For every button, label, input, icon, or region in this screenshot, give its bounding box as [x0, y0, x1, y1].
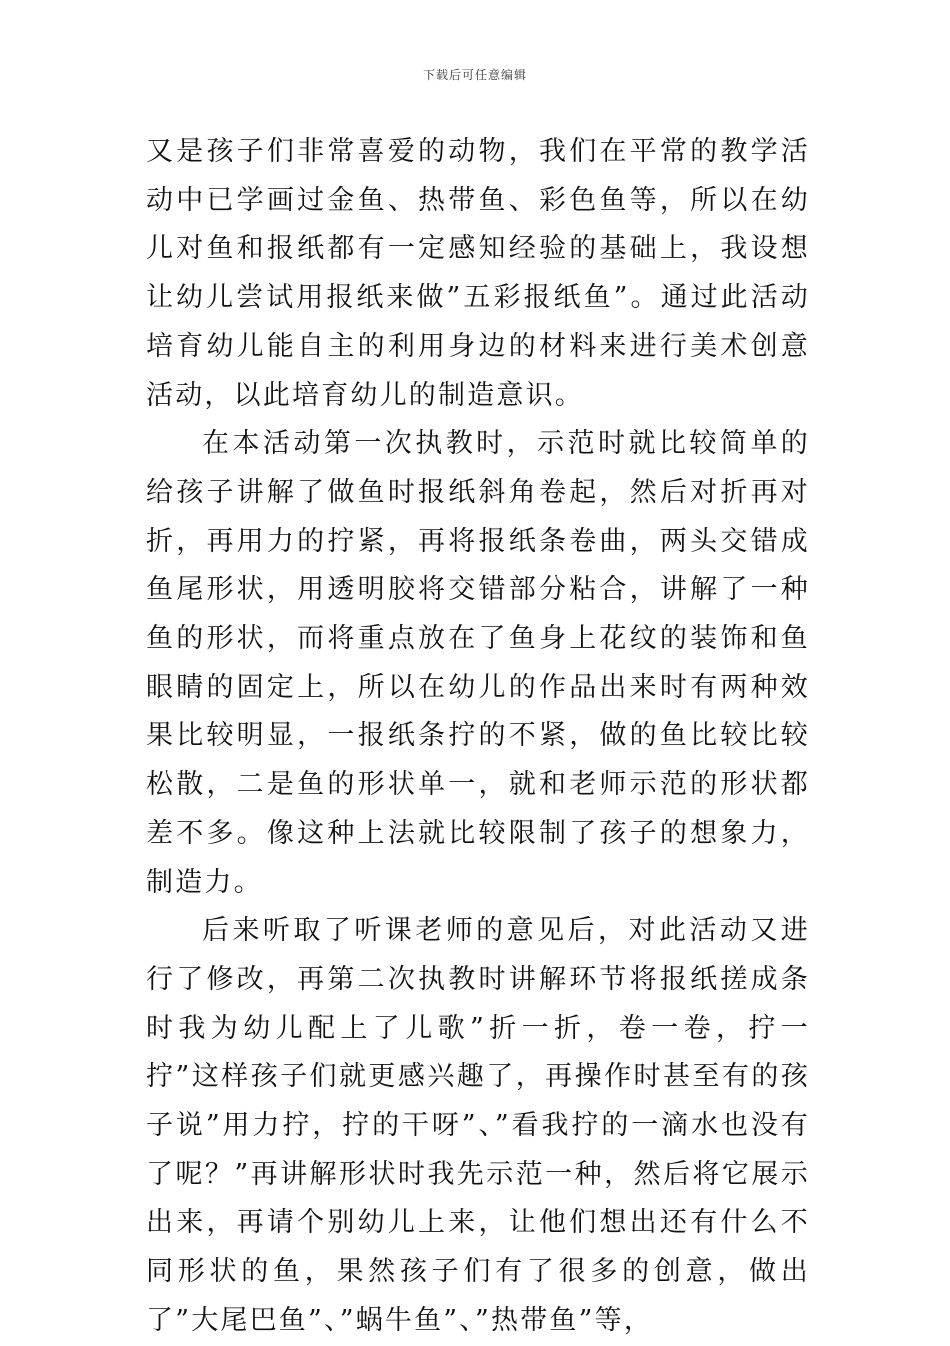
paragraph-3: 后来听取了听课老师的意见后，对此活动又进行了修改，再第二次执教时讲解环节将报纸搓成条时我为幼儿配上了儿歌”折一折，卷一卷，拧一拧”这样孩子们就更感兴趣了，再操作时甚至有的孩子说”用力拧，拧的干呀”、”看我拧的一滴水也没有了呢？”再讲解形状时我先示范一种，然后将它展示出来，再请个别幼儿上来，让他们想出还有什么不同形状的鱼，果然孩子们有了很多的创意，做出了”大尾巴鱼”、”蜗牛鱼”、”热带鱼”等， [146, 915, 810, 1336]
page-header: 下载后可任意编辑 [422, 68, 527, 82]
paragraph-1: 又是孩子们非常喜爱的动物，我们在平常的教学活动中已学画过金鱼、热带鱼、彩色鱼等，所以在幼儿对鱼和报纸都有一定感知经验的基础上，我设想让幼儿尝试用报纸来做”五彩报纸鱼”。通过此活动培育幼儿能自主的利用身边的材料来进行美术创意活动，以此培育幼儿的制造意识。 [146, 136, 810, 411]
document-body [146, 128, 810, 1346]
paragraph-2: 在本活动第一次执教时，示范时就比较简单的给孩子讲解了做鱼时报纸斜角卷起，然后对折再对折，再用力的拧紧，再将报纸条卷曲，两头交错成鱼尾形状，用透明胶将交错部分粘合，讲解了一种鱼的形状，而将重点放在了鱼身上花纹的装饰和鱼眼睛的固定上，所以在幼儿的作品出来时有两种效果比较明显，一报纸条拧的不紧，做的鱼比较比较松散，二是鱼的形状单一，就和老师示范的形状都差不多。像这种上法就比较限制了孩子的想象力，制造力。 [146, 428, 810, 898]
